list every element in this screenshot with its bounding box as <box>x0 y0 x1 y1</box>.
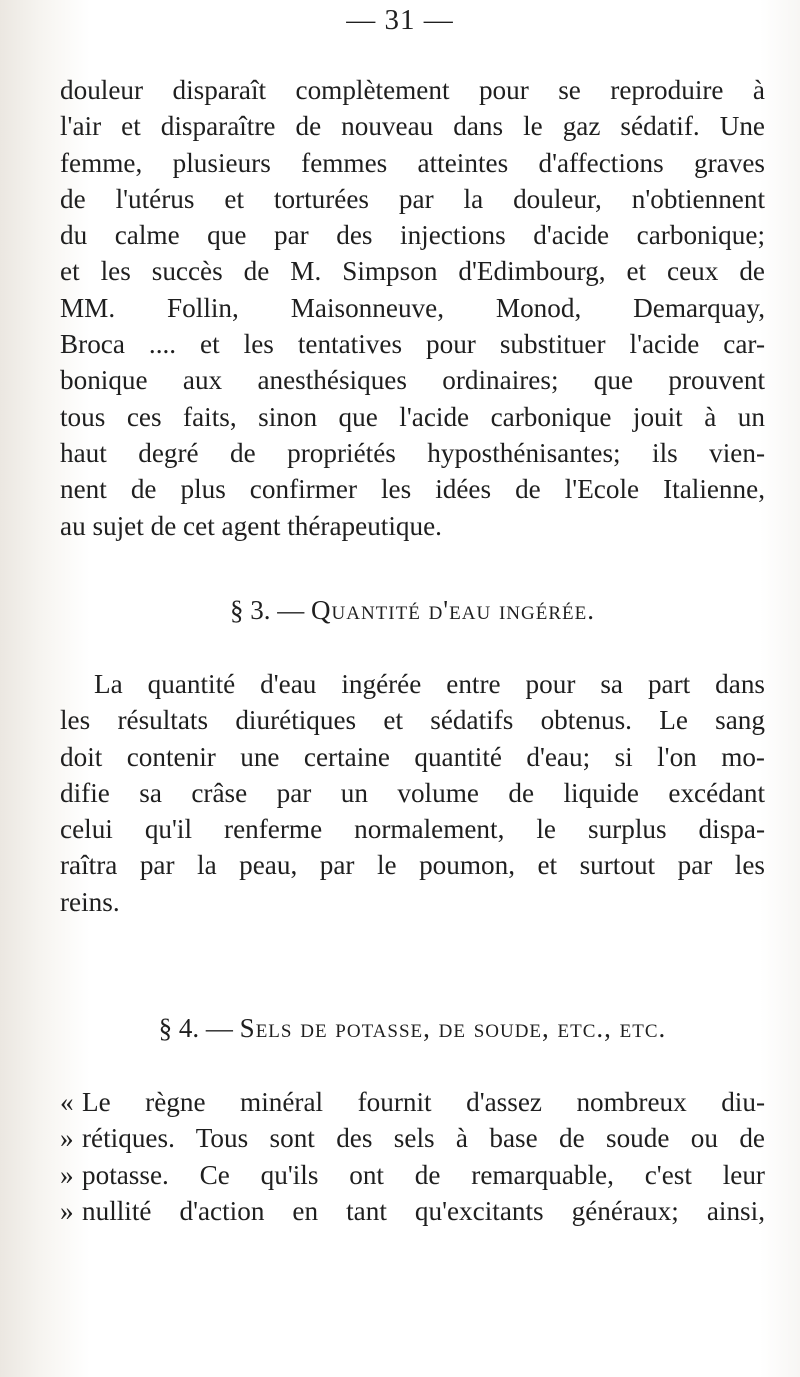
text-line: reins. <box>60 886 120 917</box>
quote-mark: « <box>60 1087 74 1117</box>
quote-line <box>60 1157 765 1193</box>
page-number: — 31 — <box>346 4 454 36</box>
quote-text: Le règne minéral fournit d'assez nombreux diu- <box>82 1087 765 1117</box>
text-line: au sujet de cet agent thérapeutique. <box>60 510 442 541</box>
paragraph-2 <box>60 666 765 920</box>
text-line: les résultats diurétiques et sédatifs obtenus. Le sang <box>60 705 765 736</box>
section-number: § 3. — <box>230 595 305 625</box>
section-number: § 4. — <box>158 1013 233 1043</box>
text-line: et les succès de M. Simpson d'Edimbourg, et ceux de <box>60 256 765 287</box>
section-title: Quantité d'eau ingérée. <box>311 595 595 625</box>
section-heading-3 <box>60 595 765 626</box>
paragraph-1 <box>60 72 765 544</box>
quote-mark: » <box>60 1159 74 1190</box>
text-line: haut degré de propriétés hyposthénisantes; ils vien- <box>60 437 765 468</box>
quote-line <box>60 1084 765 1120</box>
text-line: Broca .... et les tentatives pour substituer l'acide car- <box>60 329 765 360</box>
text-line: de l'utérus et torturées par la douleur, n'obtiennent <box>60 183 765 214</box>
quote-line <box>60 1120 765 1156</box>
text-line: doit contenir une certaine quantité d'eau; si l'on mo- <box>60 741 765 772</box>
paragraph-3-quote <box>60 1084 765 1229</box>
section-title: Sels de potasse, de soude, etc., etc. <box>239 1013 667 1043</box>
section-heading-4 <box>60 1013 765 1044</box>
quote-text: rétiques. Tous sont des sels à base de soude ou de <box>82 1123 765 1154</box>
text-line: douleur disparaît complètement pour se reproduire à <box>60 75 765 105</box>
text-line: nent de plus confirmer les idées de l'Ecole Italienne, <box>60 474 765 505</box>
text-line: celui qu'il renferme normalement, le surplus dispa- <box>60 814 765 845</box>
quote-mark: » <box>60 1123 74 1154</box>
quote-line <box>60 1193 765 1229</box>
text-line: du calme que par des injections d'acide carbonique; <box>60 220 765 251</box>
text-line: La quantité d'eau ingérée entre pour sa part dans <box>94 669 765 699</box>
quote-mark: » <box>60 1195 74 1226</box>
text-line: l'air et disparaître de nouveau dans le gaz sédatif. Une <box>60 111 765 142</box>
text-line: tous ces faits, sinon que l'acide carbonique jouit à un <box>60 401 765 432</box>
quote-text: potasse. Ce qu'ils ont de remarquable, c'est leur <box>82 1159 765 1190</box>
text-line: raîtra par la peau, par le poumon, et surtout par les <box>60 850 765 881</box>
text-line: femme, plusieurs femmes atteintes d'affections graves <box>60 147 765 178</box>
quote-text: nullité d'action en tant qu'excitants généraux; ainsi, <box>82 1195 765 1226</box>
text-line: MM. Follin, Maisonneuve, Monod, Demarquay, <box>60 292 765 323</box>
text-line: difie sa crâse par un volume de liquide excédant <box>60 777 765 808</box>
text-line: bonique aux anesthésiques ordinaires; que prouvent <box>60 365 765 396</box>
